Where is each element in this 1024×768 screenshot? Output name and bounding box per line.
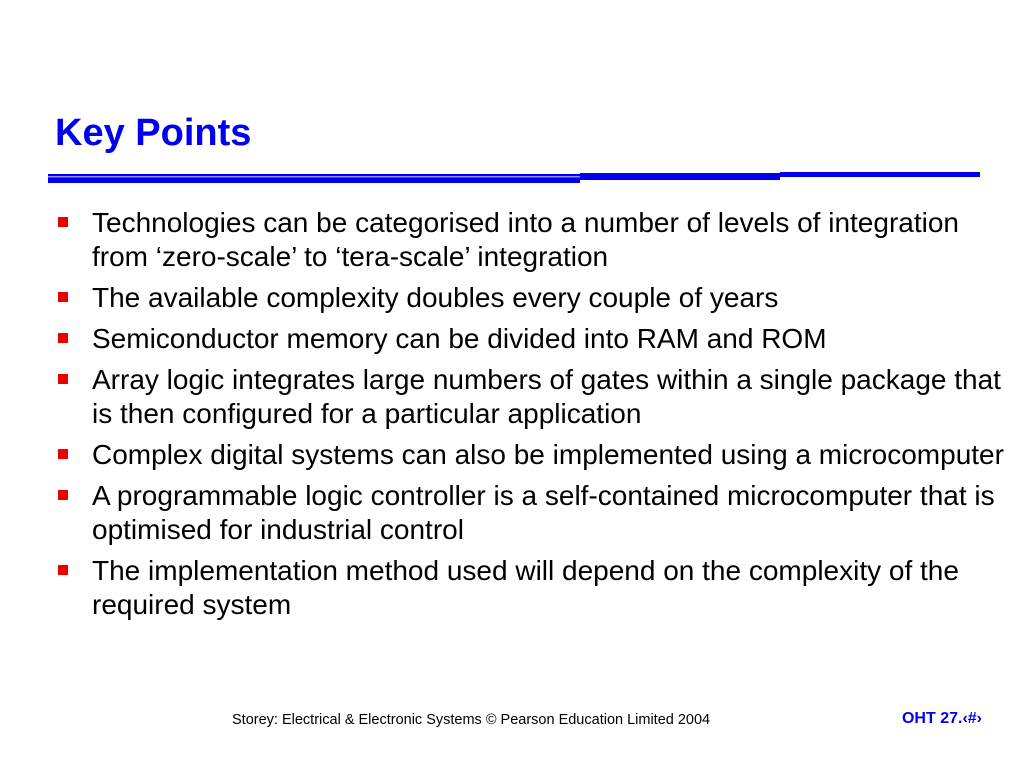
square-bullet-icon	[58, 333, 68, 343]
key-points-list	[56, 206, 1006, 629]
list-item-text: A programmable logic controller is a self-contained microcomputer that is optimised for industrial control	[92, 480, 995, 545]
title-underline-segment	[48, 174, 580, 183]
square-bullet-icon	[58, 449, 68, 459]
list-item-text: Complex digital systems can also be implemented using a microcomputer	[92, 439, 1004, 470]
list-item	[56, 438, 1006, 472]
list-item-text: Array logic integrates large numbers of gates within a single package that is then configured for a particular application	[92, 364, 1001, 429]
slide-title: Key Points	[55, 112, 252, 154]
footer-credit: Storey: Electrical & Electronic Systems © Pearson Education Limited 2004	[232, 712, 711, 728]
list-item-text: Technologies can be categorised into a number of levels of integration from ‘zero-scale’ to ‘tera-scale’ integration	[92, 207, 959, 272]
title-underline-highlight	[48, 176, 580, 178]
title-underline-segment	[580, 173, 780, 180]
square-bullet-icon	[58, 217, 68, 227]
square-bullet-icon	[58, 565, 68, 575]
list-item	[56, 479, 1006, 547]
list-item	[56, 281, 1006, 315]
title-underline-segment	[780, 172, 980, 177]
square-bullet-icon	[58, 490, 68, 500]
title-underline	[48, 172, 980, 184]
square-bullet-icon	[58, 374, 68, 384]
square-bullet-icon	[58, 292, 68, 302]
list-item-text: Semiconductor memory can be divided into RAM and ROM	[92, 323, 827, 354]
list-item	[56, 322, 1006, 356]
list-item-text: The implementation method used will depend on the complexity of the required system	[92, 555, 959, 620]
list-item	[56, 554, 1006, 622]
list-item	[56, 363, 1006, 431]
list-item	[56, 206, 1006, 274]
slide-number: OHT 27.‹#›	[901, 710, 982, 727]
list-item-text: The available complexity doubles every couple of years	[92, 282, 779, 313]
